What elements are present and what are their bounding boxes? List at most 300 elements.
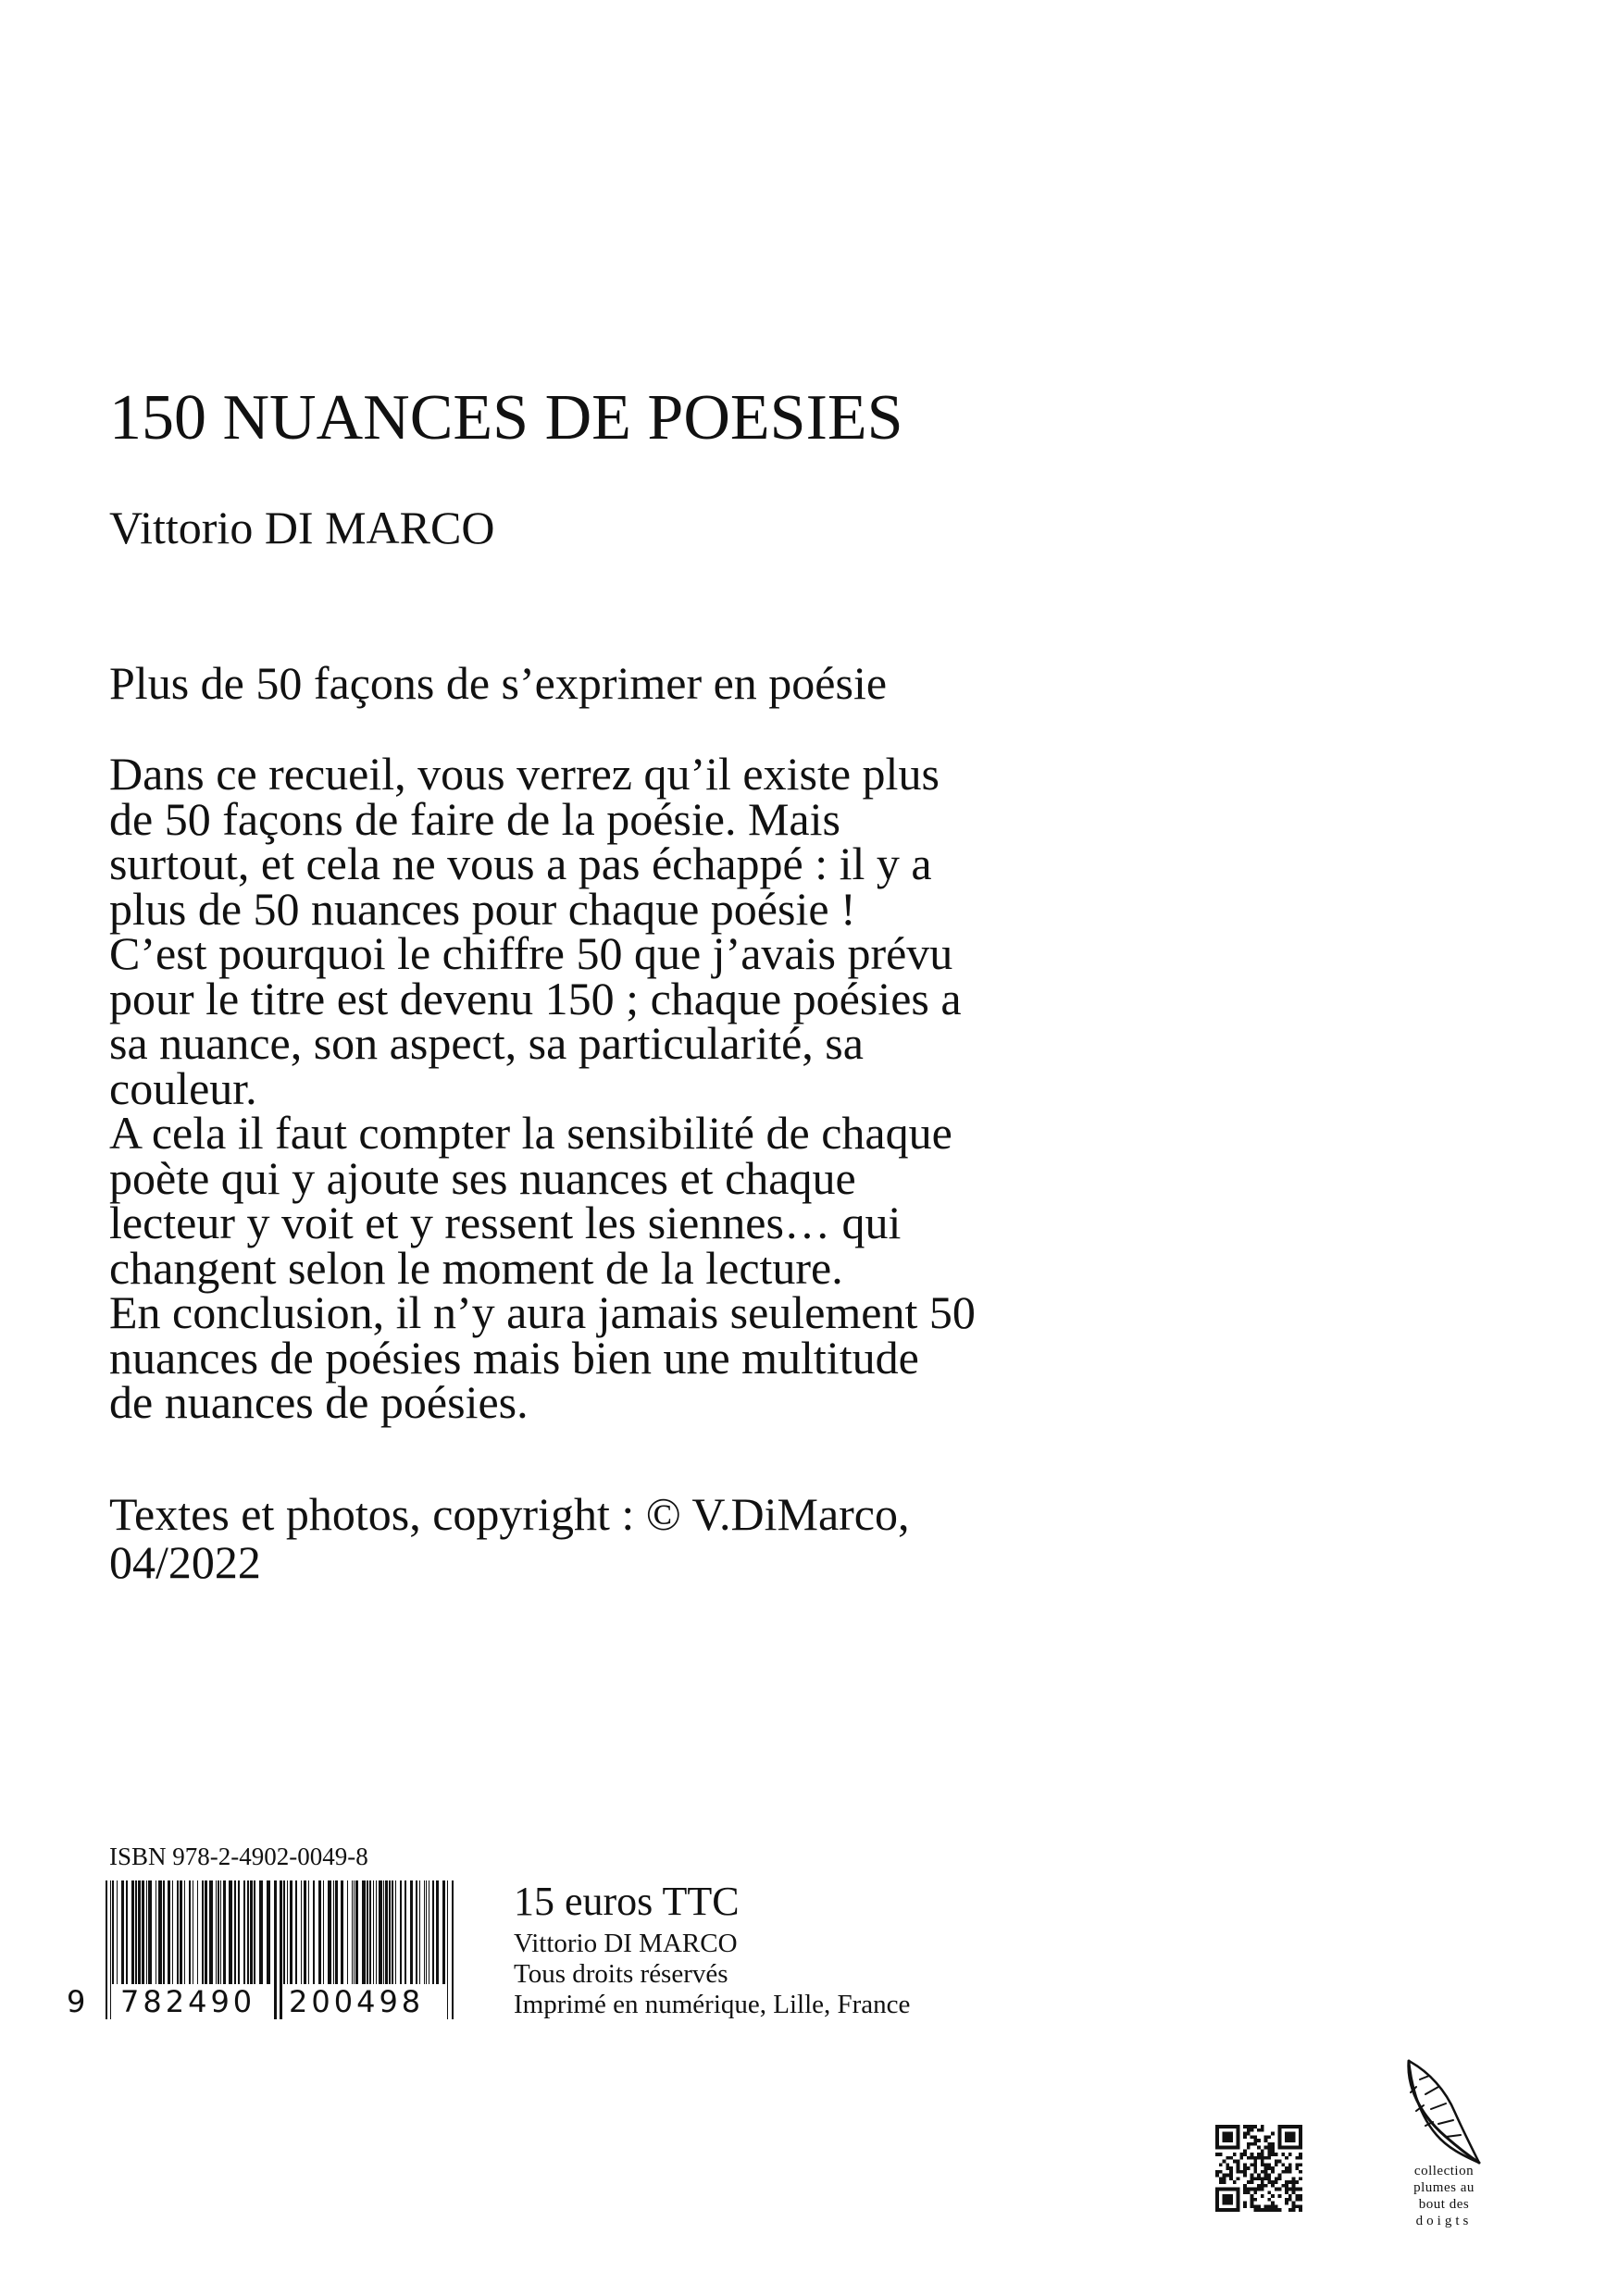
barcode-bar	[376, 1880, 377, 1984]
qr-module	[1264, 2208, 1268, 2212]
collection-line: plumes au	[1413, 2180, 1475, 2195]
qr-module	[1237, 2166, 1240, 2170]
qr-module	[1275, 2188, 1278, 2191]
qr-module	[1215, 2174, 1219, 2178]
barcode-bar	[373, 1880, 374, 1984]
qr-finder	[1223, 2132, 1233, 2142]
qr-module	[1257, 2208, 1261, 2212]
qr-module	[1292, 2184, 1296, 2188]
qr-module	[1292, 2180, 1296, 2184]
qr-module	[1251, 2202, 1254, 2205]
qr-module	[1261, 2188, 1264, 2191]
qr-module	[1219, 2180, 1223, 2184]
qr-module	[1261, 2125, 1264, 2128]
qr-module	[1229, 2177, 1233, 2180]
qr-module	[1267, 2198, 1271, 2202]
barcode-bar	[383, 1880, 384, 1984]
publication-info	[514, 1929, 910, 2020]
qr-module	[1251, 2135, 1254, 2139]
qr-module	[1278, 2174, 1282, 2178]
barcode-bar	[220, 1880, 221, 1984]
qr-module	[1267, 2204, 1271, 2208]
qr-finder	[1215, 2188, 1219, 2212]
qr-module	[1247, 2128, 1251, 2132]
barcode-bar	[323, 1880, 324, 1984]
qr-module	[1223, 2160, 1226, 2164]
qr-module	[1243, 2163, 1247, 2166]
qr-module	[1247, 2166, 1251, 2170]
qr-module	[1257, 2204, 1261, 2208]
barcode-bar	[426, 1880, 427, 1984]
qr-module	[1288, 2166, 1292, 2170]
qr-module	[1288, 2163, 1292, 2166]
collection-line: bout des	[1418, 2197, 1470, 2212]
qr-module	[1243, 2125, 1247, 2128]
qr-module	[1288, 2153, 1292, 2156]
qr-module	[1251, 2163, 1254, 2166]
qr-module	[1257, 2139, 1261, 2142]
qr-module	[1251, 2128, 1254, 2132]
barcode-bar	[117, 1880, 118, 1984]
blurb	[109, 748, 1313, 1428]
qr-module	[1253, 2204, 1257, 2208]
info-printed: Imprimé en numérique, Lille, France	[514, 1990, 911, 2019]
qr-module	[1295, 2156, 1299, 2160]
barcode	[65, 1880, 454, 2019]
barcode-bar	[163, 1880, 165, 1984]
qr-module	[1264, 2184, 1268, 2188]
info-author: Vittorio DI MARCO	[514, 1929, 738, 1958]
qr-module	[1275, 2177, 1278, 2180]
qr-module	[1243, 2132, 1247, 2136]
qr-module	[1251, 2142, 1254, 2146]
qr-module	[1247, 2188, 1251, 2191]
qr-module	[1253, 2142, 1257, 2146]
barcode-bar	[180, 1880, 182, 1984]
qr-module	[1267, 2208, 1271, 2212]
qr-module	[1275, 2180, 1278, 2184]
qr-module	[1251, 2125, 1254, 2128]
qr-module	[1267, 2149, 1271, 2153]
qr-module	[1285, 2166, 1288, 2170]
qr-module	[1271, 2194, 1275, 2198]
qr-module	[1237, 2163, 1240, 2166]
barcode-bar	[328, 1880, 331, 1984]
qr-module	[1278, 2160, 1282, 2164]
barcode-bar	[308, 1880, 309, 1984]
blurb-line: surtout, et cela ne vous a pas échappé : il y a	[109, 838, 932, 889]
author-name: Vittorio DI MARCO	[109, 502, 495, 553]
qr-module	[1257, 2174, 1261, 2178]
qr-module	[1261, 2184, 1264, 2188]
barcode-digits-left: 782490	[120, 1984, 256, 2019]
qr-module	[1278, 2194, 1282, 2198]
qr-module	[1264, 2166, 1268, 2170]
qr-module	[1285, 2198, 1288, 2202]
qr-module	[1243, 2202, 1247, 2205]
blurb-line: Dans ce recueil, vous verrez qu’il existe plus	[109, 748, 940, 800]
barcode-bar	[209, 1880, 213, 1984]
collection-name	[1379, 2163, 1509, 2229]
qr-module	[1239, 2156, 1243, 2160]
qr-module	[1292, 2204, 1296, 2208]
barcode-bar	[335, 1880, 338, 1984]
qr-module	[1247, 2180, 1251, 2184]
barcode-bar	[223, 1880, 226, 1984]
blurb-line: pour le titre est devenu 150 ; chaque poésies a	[109, 972, 962, 1024]
qr-module	[1251, 2188, 1254, 2191]
qr-module	[1264, 2135, 1268, 2139]
qr-module	[1243, 2191, 1247, 2194]
qr-module	[1278, 2177, 1282, 2180]
qr-module	[1257, 2128, 1261, 2132]
qr-module	[1219, 2153, 1223, 2156]
qr-module	[1264, 2146, 1268, 2150]
qr-module	[1243, 2204, 1247, 2208]
qr-module	[1288, 2198, 1292, 2202]
qr-module	[1295, 2163, 1299, 2166]
qr-module	[1247, 2146, 1251, 2150]
book-title: 150 NUANCES DE POESIES	[109, 382, 903, 453]
qr-module	[1243, 2166, 1247, 2170]
qr-module	[1299, 2208, 1302, 2212]
qr-module	[1267, 2163, 1271, 2166]
blurb-line: de nuances de poésies.	[109, 1376, 529, 1428]
barcode-bar	[131, 1880, 134, 1984]
qr-module	[1261, 2128, 1264, 2132]
qr-module	[1243, 2149, 1247, 2153]
qr-module	[1299, 2188, 1302, 2191]
qr-module	[1288, 2194, 1292, 2198]
barcode-bar	[419, 1880, 420, 1984]
qr-module	[1233, 2153, 1237, 2156]
qr-module	[1261, 2208, 1264, 2212]
qr-module	[1253, 2208, 1257, 2212]
qr-module	[1243, 2153, 1247, 2156]
qr-module	[1288, 2208, 1292, 2212]
barcode-bar	[172, 1880, 173, 1984]
qr-module	[1292, 2202, 1296, 2205]
blurb-line: En conclusion, il n’y aura jamais seulement 50	[109, 1286, 976, 1338]
qr-module	[1253, 2125, 1257, 2128]
barcode-bar	[148, 1880, 152, 1984]
qr-module	[1267, 2153, 1271, 2156]
barcode-bar	[395, 1880, 396, 1984]
barcode-bar	[416, 1880, 417, 1984]
barcode-bar	[379, 1880, 382, 1984]
barcode-bar	[158, 1880, 162, 1984]
barcode-bar	[318, 1880, 321, 1984]
qr-module	[1285, 2170, 1288, 2174]
qr-module	[1264, 2139, 1268, 2142]
qr-module	[1253, 2135, 1257, 2139]
qr-module	[1261, 2194, 1264, 2198]
qr-finder	[1237, 2188, 1240, 2212]
qr-module	[1278, 2188, 1282, 2191]
barcode-bar	[218, 1880, 219, 1984]
qr-module	[1229, 2166, 1233, 2170]
qr-module	[1271, 2204, 1275, 2208]
qr-module	[1264, 2156, 1268, 2160]
barcode-bar	[313, 1880, 315, 1984]
info-rights: Tous droits réservés	[514, 1959, 728, 1989]
qr-module	[1299, 2204, 1302, 2208]
qr-module	[1251, 2174, 1254, 2178]
barcode-digit-first: 9	[67, 1984, 86, 2019]
qr-module	[1247, 2156, 1251, 2160]
qr-module	[1267, 2191, 1271, 2194]
qr-module	[1292, 2191, 1296, 2194]
qr-module	[1253, 2166, 1257, 2170]
barcode-bar	[138, 1880, 141, 1984]
qr-module	[1261, 2163, 1264, 2166]
blurb-line: lecteur y voit et y ressent les siennes… qui	[109, 1197, 902, 1248]
qr-module	[1243, 2188, 1247, 2191]
qr-module	[1219, 2163, 1223, 2166]
qr-module	[1257, 2156, 1261, 2160]
qr-module	[1257, 2184, 1261, 2188]
copyright-notice	[109, 1490, 909, 1586]
qr-module	[1292, 2188, 1296, 2191]
barcode-bar	[385, 1880, 388, 1984]
blurb-line: C’est pourquoi le chiffre 50 que j’avais prévu	[109, 927, 953, 979]
barcode-bar	[259, 1880, 263, 1984]
qr-module	[1233, 2160, 1237, 2164]
tagline: Plus de 50 façons de s’exprimer en poésie	[109, 657, 888, 709]
qr-module	[1275, 2153, 1278, 2156]
barcode-bar	[197, 1880, 198, 1984]
qr-module	[1267, 2146, 1271, 2150]
qr-module	[1243, 2135, 1247, 2139]
qr-module	[1261, 2156, 1264, 2160]
qr-module	[1285, 2191, 1288, 2194]
qr-module	[1215, 2153, 1219, 2156]
barcode-bar	[243, 1880, 245, 1984]
qr-module	[1261, 2170, 1264, 2174]
blurb-line: poète qui y ajoute ses nuances et chaque	[109, 1151, 856, 1204]
qr-module	[1271, 2146, 1275, 2150]
barcode-bar	[202, 1880, 204, 1984]
qr-module	[1219, 2170, 1223, 2174]
qr-module	[1253, 2139, 1257, 2142]
barcode-bar	[216, 1880, 217, 1984]
barcode-bar	[121, 1880, 124, 1984]
barcode-bar	[367, 1880, 368, 1984]
qr-module	[1295, 2194, 1299, 2198]
feather-icon	[1388, 2059, 1500, 2170]
qr-module	[1264, 2177, 1268, 2180]
blurb-line: couleur.	[109, 1061, 257, 1114]
qr-module	[1292, 2177, 1296, 2180]
qr-module	[1267, 2174, 1271, 2178]
barcode-bar	[229, 1880, 232, 1984]
qr-module	[1247, 2132, 1251, 2136]
qr-module	[1251, 2180, 1254, 2184]
qr-module	[1267, 2166, 1271, 2170]
barcode-bar	[238, 1880, 240, 1984]
qr-module	[1253, 2191, 1257, 2194]
qr-module	[1226, 2174, 1229, 2178]
qr-module	[1299, 2170, 1302, 2174]
qr-module	[1288, 2188, 1292, 2191]
qr-module	[1251, 2177, 1254, 2180]
qr-module	[1257, 2188, 1261, 2191]
qr-finder	[1237, 2125, 1240, 2149]
blurb-line: changent selon le moment de la lecture.	[109, 1241, 843, 1294]
qr-module	[1271, 2202, 1275, 2205]
qr-module	[1281, 2170, 1285, 2174]
qr-module	[1299, 2194, 1302, 2198]
barcode-bar	[347, 1880, 348, 1984]
qr-module	[1285, 2188, 1288, 2191]
barcode-bar	[142, 1880, 144, 1984]
qr-module	[1219, 2177, 1223, 2180]
qr-module	[1251, 2153, 1254, 2156]
qr-module	[1257, 2153, 1261, 2156]
copyright-line: 04/2022	[109, 1536, 261, 1588]
qr-module	[1243, 2184, 1247, 2188]
barcode-bar	[135, 1880, 137, 1984]
qr-finder	[1215, 2125, 1219, 2149]
qr-module	[1237, 2177, 1240, 2180]
barcode-bar	[189, 1880, 191, 1984]
qr-module	[1239, 2170, 1243, 2174]
qr-module	[1253, 2177, 1257, 2180]
qr-module	[1285, 2184, 1288, 2188]
qr-module	[1299, 2153, 1302, 2156]
barcode-bar	[392, 1880, 393, 1984]
barcode-bar	[404, 1880, 406, 1984]
qr-module	[1295, 2204, 1299, 2208]
qr-module	[1295, 2166, 1299, 2170]
qr-finder	[1278, 2146, 1302, 2150]
qr-module	[1295, 2188, 1299, 2191]
qr-module	[1261, 2153, 1264, 2156]
qr-finder	[1278, 2125, 1282, 2149]
barcode-bar	[436, 1880, 439, 1984]
blurb-line: sa nuance, son aspect, sa particularité, sa	[109, 1017, 864, 1069]
barcode-bar	[432, 1880, 434, 1984]
copyright-line: Textes et photos, copyright : © V.DiMarco,	[109, 1488, 910, 1540]
qr-module	[1229, 2156, 1233, 2160]
qr-module	[1247, 2142, 1251, 2146]
qr-module	[1267, 2177, 1271, 2180]
qr-module	[1253, 2188, 1257, 2191]
price: 15 euros TTC	[514, 1879, 740, 1924]
qr-module	[1229, 2170, 1233, 2174]
barcode-bar	[254, 1880, 255, 1984]
qr-module	[1271, 2142, 1275, 2146]
barcode-bar	[184, 1880, 185, 1984]
qr-module	[1281, 2153, 1285, 2156]
qr-module	[1288, 2180, 1292, 2184]
qr-module	[1253, 2198, 1257, 2202]
qr-module	[1275, 2160, 1278, 2164]
barcode-bar	[283, 1880, 285, 1984]
qr-module	[1285, 2202, 1288, 2205]
qr-module	[1233, 2180, 1237, 2184]
qr-module	[1275, 2163, 1278, 2166]
qr-module	[1271, 2170, 1275, 2174]
barcode-bar	[290, 1880, 292, 1984]
qr-module	[1239, 2153, 1243, 2156]
qr-module	[1295, 2198, 1299, 2202]
qr-module	[1223, 2180, 1226, 2184]
qr-module	[1247, 2191, 1251, 2194]
barcode-bar	[389, 1880, 391, 1984]
qr-module	[1253, 2170, 1257, 2174]
qr-module	[1223, 2174, 1226, 2178]
qr-module	[1237, 2170, 1240, 2174]
barcode-bar	[250, 1880, 253, 1984]
barcode-bar	[205, 1880, 207, 1984]
barcode-digits	[65, 1984, 454, 2019]
barcode-bar	[168, 1880, 170, 1984]
qr-module	[1292, 2208, 1296, 2212]
barcode-bar	[112, 1880, 114, 1984]
qr-module	[1278, 2208, 1282, 2212]
qr-module	[1261, 2149, 1264, 2153]
qr-finder	[1215, 2208, 1239, 2212]
qr-module	[1261, 2160, 1264, 2164]
qr-module	[1251, 2194, 1254, 2198]
qr-module	[1215, 2170, 1219, 2174]
qr-module	[1299, 2156, 1302, 2160]
qr-module	[1285, 2156, 1288, 2160]
barcode-bar	[126, 1880, 128, 1984]
barcode-bar	[333, 1880, 334, 1984]
qr-module	[1267, 2180, 1271, 2184]
qr-module	[1271, 2184, 1275, 2188]
qr-module	[1281, 2163, 1285, 2166]
qr-module	[1229, 2174, 1233, 2178]
qr-finder	[1285, 2132, 1295, 2142]
qr-finder	[1278, 2125, 1302, 2128]
qr-module	[1243, 2174, 1247, 2178]
qr-module	[1299, 2163, 1302, 2166]
qr-module	[1223, 2177, 1226, 2180]
barcode-bar	[424, 1880, 425, 1984]
qr-module	[1271, 2149, 1275, 2153]
qr-module	[1271, 2208, 1275, 2212]
qr-module	[1247, 2125, 1251, 2128]
qr-module	[1251, 2156, 1254, 2160]
qr-module	[1275, 2204, 1278, 2208]
barcode-bar	[177, 1880, 179, 1984]
qr-module	[1264, 2170, 1268, 2174]
qr-module	[1264, 2204, 1268, 2208]
qr-module	[1251, 2198, 1254, 2202]
barcode-bar	[247, 1880, 249, 1984]
qr-finder	[1215, 2188, 1239, 2191]
collection-line: doigts	[1415, 2214, 1473, 2228]
collection-line: collection	[1413, 2164, 1475, 2178]
qr-module	[1271, 2166, 1275, 2170]
qr-module	[1253, 2160, 1257, 2164]
barcode-bar	[341, 1880, 343, 1984]
qr-module	[1257, 2146, 1261, 2150]
qr-code-icon	[1215, 2125, 1302, 2212]
barcode-bar	[295, 1880, 297, 1984]
qr-finder	[1223, 2194, 1233, 2204]
qr-module	[1285, 2180, 1288, 2184]
qr-module	[1267, 2156, 1271, 2160]
barcode-bar	[400, 1880, 402, 1984]
barcode-bar	[146, 1880, 147, 1984]
qr-module	[1288, 2170, 1292, 2174]
qr-module	[1261, 2180, 1264, 2184]
blurb-line: de 50 façons de faire de la poésie. Mais	[109, 792, 840, 845]
